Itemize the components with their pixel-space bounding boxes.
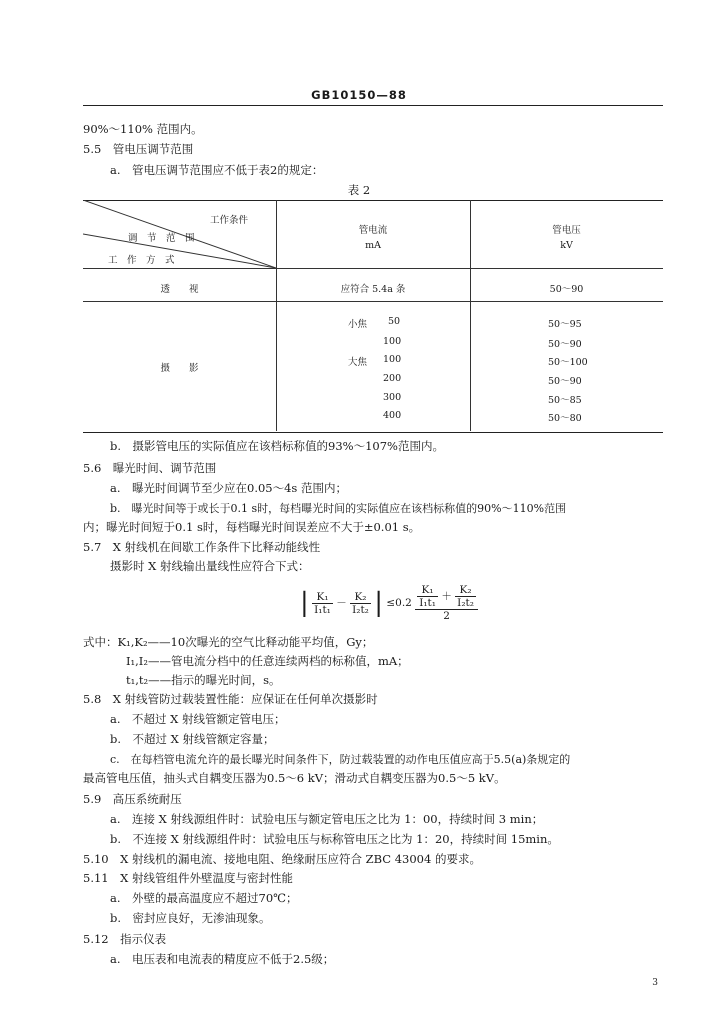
text-line: 90%～110% 范围内。 xyxy=(83,122,203,136)
current-value: 300 xyxy=(383,392,402,403)
section-5-10: 5.10 X 射线机的漏电流、接地电阻、绝缘耐压应符合 ZBC 43004 的要求。 xyxy=(83,852,481,866)
row-fluoroscopy-current: 应符合 5.4a 条 xyxy=(340,284,406,295)
formula-where-2: I₁,I₂——管电流分档中的任意连续两档的标称值，mA； xyxy=(126,654,409,668)
section-5-5-heading: 5.5 管电压调节范围 xyxy=(83,142,194,156)
section-5-9-b: b. 不连接 X 射线源组件时：试验电压与标称管电压之比为 1：20，持续时间 15min。 xyxy=(110,832,559,846)
row-radiography-label: 摄 影 xyxy=(160,363,199,374)
linearity-formula: | $\frac{\text{K₁}}{\text{I₁t₁}}$ － $\frac{\text{K₂}}{\text{I₂t₂}}$ | ≤0.2 $\frac{\text{K₁}}{\text{I₁t₁}}$ ＋ $\frac{\text{K₂}}{\text{I₂t₂}}$ 2 xyxy=(300,584,478,622)
table-hline xyxy=(83,301,663,302)
formula-two: 2 xyxy=(443,610,450,622)
col-current-title: 管电流 xyxy=(358,225,388,236)
focus-label: 小焦 xyxy=(348,319,368,330)
formula-i2t2: I₂t₂ xyxy=(352,603,369,616)
section-5-6-heading: 5.6 曝光时间、调节范围 xyxy=(83,461,217,475)
header-rule xyxy=(83,105,663,106)
section-5-6-b-line2: 内；曝光时间短于0.1 s时，每档曝光时间误差应不大于±0.01 s。 xyxy=(83,520,421,534)
section-5-8-heading: 5.8 X 射线管防过载装置性能：应保证在任何单次摄影时 xyxy=(83,692,378,706)
section-5-7-a: 摄影时 X 射线输出量线性应符合下式： xyxy=(110,559,310,573)
document-header-code: GB10150—88 xyxy=(311,88,407,102)
diag-header-mid: 调 节 范 围 xyxy=(128,233,195,244)
voltage-value: 50～90 xyxy=(548,376,582,387)
current-value: 200 xyxy=(383,373,402,384)
current-value: 50 xyxy=(388,316,401,327)
focus-label: 大焦 xyxy=(348,357,368,368)
voltage-value: 50～100 xyxy=(548,357,588,368)
section-5-7-heading: 5.7 X 射线机在间歇工作条件下比释动能线性 xyxy=(83,540,321,554)
section-5-6-a: a. 曝光时间调节至少应在0.05～4s 范围内； xyxy=(110,481,347,495)
current-value: 100 xyxy=(383,354,402,365)
table-caption: 表 2 xyxy=(347,183,371,197)
row-fluoroscopy-voltage: 50～90 xyxy=(549,284,584,295)
section-5-12-a: a. 电压表和电流表的精度应不低于2.5级； xyxy=(110,952,335,966)
section-5-8-c-line2: 最高管电压值，抽头式自耦变压器为0.5～6 kV；滑动式自耦变压器为0.5～5 kV。 xyxy=(83,771,506,785)
col-voltage-title: 管电压 xyxy=(552,225,581,236)
section-5-11-b: b. 密封应良好，无渗油现象。 xyxy=(110,911,271,925)
section-5-8-c-line1: c. 在每档管电流允许的最长曝光时间条件下，防过载装置的动作电压值应高于5.5(a)条规定的 xyxy=(110,753,571,766)
formula-plus: ＋ xyxy=(441,590,452,603)
section-5-5-b: b. 摄影管电压的实际值应在该档标称值的93%～107%范围内。 xyxy=(110,439,444,453)
formula-k2: K₂ xyxy=(455,584,476,597)
formula-le: ≤0.2 xyxy=(386,597,412,609)
voltage-value: 50～95 xyxy=(548,319,582,330)
current-value: 400 xyxy=(383,410,402,421)
voltage-value: 50～90 xyxy=(548,339,582,350)
formula-k2: K₂ xyxy=(350,591,371,604)
formula-k1: K₁ xyxy=(417,584,438,597)
diag-header-top: 工作条件 xyxy=(210,215,249,226)
section-5-12-heading: 5.12 指示仪表 xyxy=(83,932,167,946)
formula-where-1: 式中：K₁,K₂——10次曝光的空气比释动能平均值，Gy； xyxy=(83,635,374,649)
section-5-11-a: a. 外壁的最高温度应不超过70℃； xyxy=(110,891,298,905)
formula-i1t1: I₁t₁ xyxy=(314,603,331,616)
formula-i1t1: I₁t₁ xyxy=(419,597,436,609)
section-5-11-heading: 5.11 X 射线管组件外壁温度与密封性能 xyxy=(83,871,293,885)
col-current-unit: mA xyxy=(365,240,381,251)
page-number: 3 xyxy=(652,978,658,988)
formula-minus: － xyxy=(336,597,347,609)
formula-where-3: t₁,t₂——指示的曝光时间，s。 xyxy=(126,673,281,687)
section-5-8-a: a. 不超过 X 射线管额定管电压； xyxy=(110,712,286,726)
current-value: 100 xyxy=(383,336,402,347)
section-5-9-a: a. 连接 X 射线源组件时：试验电压与额定管电压之比为 1：00，持续时间 3 min； xyxy=(110,812,544,826)
formula-k1: K₁ xyxy=(312,591,333,604)
section-5-6-b-line1: b. 曝光时间等于或长于0.1 s时，每档曝光时间的实际值应在该档标称值的90%～110%范围 xyxy=(110,502,567,515)
section-5-8-b: b. 不超过 X 射线管额定容量； xyxy=(110,732,275,746)
col-voltage-unit: kV xyxy=(560,240,573,251)
section-5-9-heading: 5.9 高压系统耐压 xyxy=(83,792,182,806)
voltage-value: 50～85 xyxy=(548,395,582,406)
table-hline xyxy=(83,268,663,269)
formula-i2t2: I₂t₂ xyxy=(457,597,474,609)
row-fluoroscopy-label: 透 视 xyxy=(160,284,199,295)
section-5-5-a: a. 管电压调节范围应不低于表2的规定： xyxy=(110,163,324,177)
voltage-value: 50～80 xyxy=(548,413,582,424)
diag-header-bot: 工 作 方 式 xyxy=(108,255,175,266)
